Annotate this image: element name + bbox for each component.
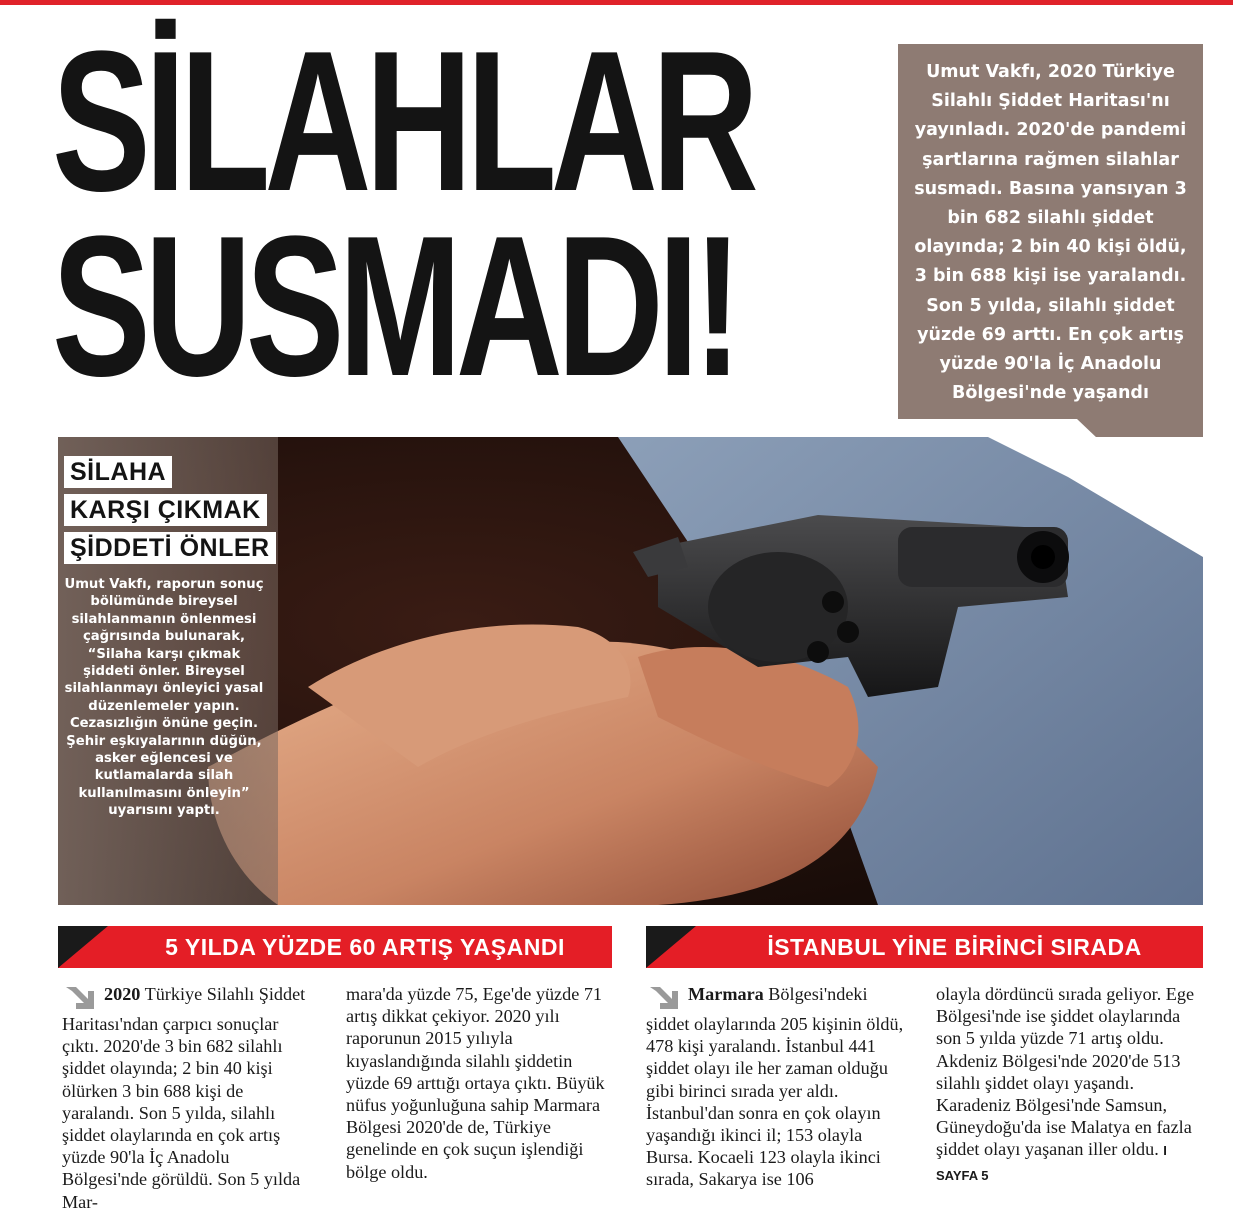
section-1-lead: 2020 [104, 984, 141, 1004]
summary-box [898, 44, 1203, 419]
section-1-text-1: Türkiye Silahlı Şiddet Haritası'ndan çarpıcı sonuçlar çıktı. 2020'de 3 bin 682 silahlı şiddet olayında; 2 bin 40 kişi ölürken 3 bin 688 kişi de yaralandı. Son 5 yılda, silahlı şiddet olaylarında en çok artış yüzde 90'la İç Anadolu Bölgesi'nde görüldü. Son 5 yılda Mar- [62, 984, 306, 1212]
section-2-column-1 [646, 983, 906, 1191]
section-1-column-2 [346, 983, 608, 1183]
section-2-text-1: Bölgesi'ndeki şiddet olaylarında 205 kişinin öldü, 478 kişi yaralandı. İstanbul 441 şiddet olayı ile her zaman olduğu gibi birinci sırada yer aldı. İstanbul'dan sonra en çok olayın yaşandığı ikinci il; 153 olayla Bursa. Kocaeli 123 olayla ikinci sırada, Sakarya ise 106 [646, 984, 904, 1190]
section-1-title: 5 YILDA YÜZDE 60 ARTIŞ YAŞANDI [165, 934, 565, 960]
sidebar-title-line-2: KARŞI ÇIKMAK [64, 494, 267, 526]
headline-line-2: SUSMADI! [52, 195, 737, 418]
sidebar-text: Umut Vakfı, raporun sonuç bölümünde bireysel silahlanmanın önlenmesi çağrısında bulunarak, “Silaha karşı çıkmak şiddeti önler. Bireysel silahlanmayı önleyici yasal düzenlemeler yapın. Cezasızlığın önüne geçin. Şehir eşkıyalarının düğün, asker eğlencesi ve kutlamalarda silah kullanılmasını önleyin” uyarısını yaptı. [64, 577, 264, 819]
section-1-column-1 [62, 983, 312, 1213]
summary-text: Umut Vakfı, 2020 Türkiye Silahlı Şiddet Haritası'nı yayınladı. 2020'de pandemi şartlarına rağmen silahlar susmadı. Basına yansıyan 3 bin 682 silahlı şiddet olayında; 2 bin 40 kişi öldü, 3 bin 688 kişi ise yaralandı. Son 5 yılda, silahlı şiddet yüzde 69 arttı. En çok artış yüzde 90'la İç Anadolu Bölgesi'nde yaşandı [914, 62, 1187, 404]
section-2-column-2 [936, 983, 1198, 1187]
section-2-header [646, 926, 1203, 968]
headline-line-1: SİLAHLAR [52, 10, 753, 233]
section-1-header [58, 926, 612, 968]
arrow-down-right-icon [646, 983, 684, 1013]
page-reference: I SAYFA 5 [936, 1143, 1167, 1183]
sidebar-title [64, 456, 276, 570]
section-1-text-2: mara'da yüzde 75, Ege'de yüzde 71 artış dikkat çekiyor. 2020 yılı raporunun 2015 yılıyla kıyaslandığında silahlı şiddetin yüzde 69 arttığı ortaya çıktı. Büyük nüfus yoğunluğuna sahip Marmara Bölgesi 2020'de de, Türkiye genelinde en çok suçun işlendiği bölge oldu. [346, 984, 605, 1182]
section-2-title: İSTANBUL YİNE BİRİNCİ SIRADA [767, 934, 1142, 960]
headline [52, 10, 872, 418]
arrow-down-right-icon [62, 983, 100, 1013]
sidebar-title-line-1: SİLAHA [64, 456, 172, 488]
section-2-corner [646, 926, 696, 968]
section-1-corner [58, 926, 108, 968]
section-2-text-2: olayla dördüncü sırada geliyor. Ege Bölgesi'nde ise şiddet olaylarında son 5 yılda yüzde 71 artış oldu. Akdeniz Bölgesi'nde 2020'de 513 silahlı şiddet olayı yaşandı. Karadeniz Bölgesi'nde Samsun, Güneydoğu'da ise Malatya en fazla şiddet olayı yaşanan iller oldu. [936, 984, 1195, 1160]
sidebar-title-line-3: ŞİDDETİ ÖNLER [64, 532, 276, 564]
section-2-lead: Marmara [688, 984, 764, 1004]
top-rule [0, 0, 1233, 5]
